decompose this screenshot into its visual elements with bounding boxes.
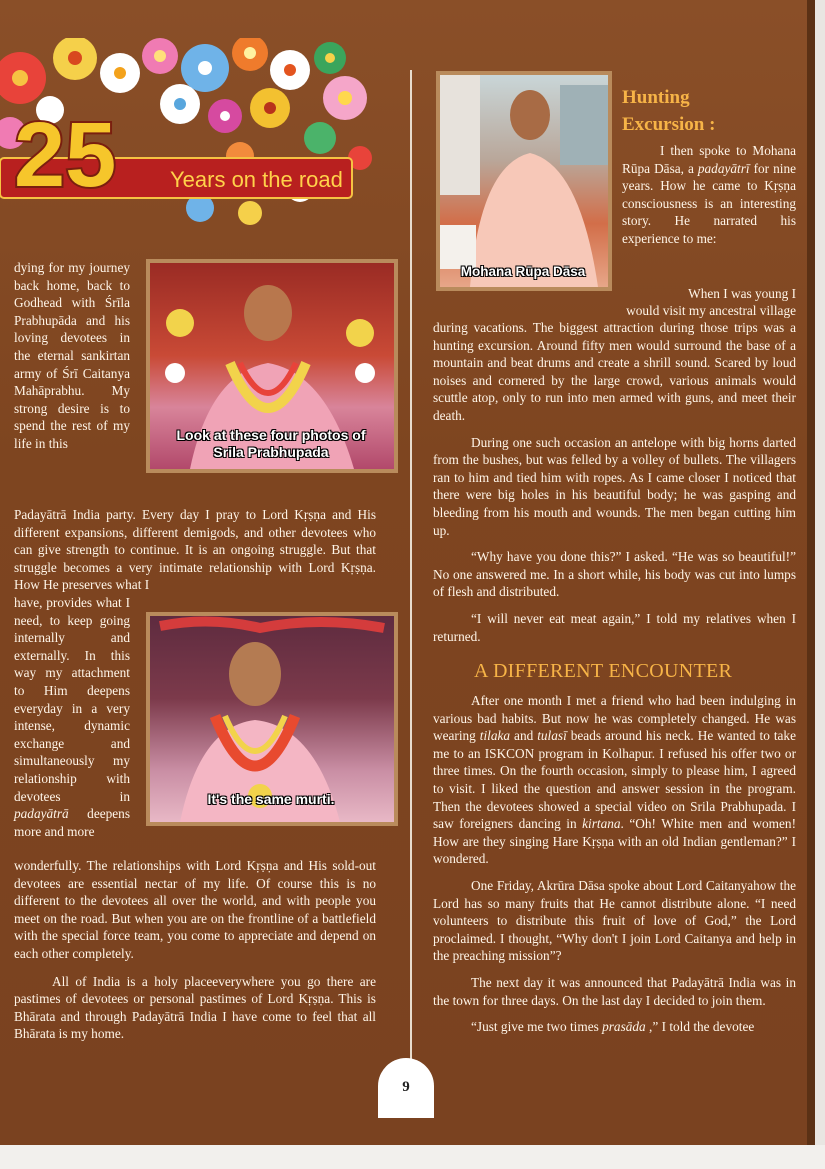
left-paragraph-1c	[14, 594, 130, 840]
banner-tagline: Years on the road	[170, 167, 343, 192]
p5-d: . “Oh! White men and women! How are they singing Hare Kṛṣṇa with an old Indian gentleman?” I wondered.	[433, 816, 796, 867]
story-second-line: would visit my ancestral village	[626, 303, 796, 318]
right-paragraph-8	[433, 1018, 796, 1036]
mohana-image	[440, 75, 608, 287]
right-intro	[622, 142, 796, 248]
left-p1c-pre: have, provides what I need, to keep going internally and externally. In this way my attachment to Him deepens everyday in a very intense, dynamic exchange and simultaneously my relationship with devotees in	[14, 595, 130, 804]
banner-number: 25	[14, 104, 117, 206]
column-divider	[410, 70, 412, 1070]
left-p1c-post: deepens more and more	[14, 806, 130, 839]
right-paragraph-3: “Why have you done this?” I asked. “He was so beautiful!” No one answered me. In a short while, his body was cut into lumps of flesh and distributed.	[433, 549, 796, 600]
right-paragraph-2: During one such occasion an antelope with big horns darted from the bushes, but was felled by a volley of bullets. The villagers ran to him and tied him with ropes. As I came closer I noticed that there were big holes in his beautiful body; he was gasping and bleeding from his mouth and wounds. The men began cutting him up.	[433, 434, 796, 538]
p5-i3: kirtana	[582, 816, 621, 832]
p5-b: and	[510, 728, 538, 744]
heading-hunting-excursion: Hunting Excursion :	[622, 87, 716, 135]
p5-i2: tulasī	[537, 728, 567, 744]
intro-post: for nine years. How he came to Kṛṣṇa consciousness is an interesting story. He narrated his experience to me:	[622, 160, 796, 246]
left-text-d	[14, 857, 376, 1043]
p5-c: beads around his neck. He wanted to take me to an ISKCON program in Kolhapur. I refused his offer two or three times. On the fourth occasion, simply to please him, I agreed to visit. I liked the question and answer session in the program. Then the devotees showed a special video on Srila Prabhupada. I saw foreigners dancing in	[433, 728, 796, 832]
story-rest: during vacations. The biggest attraction during those trips was a hunting excursion. Around fifty men would surround the base of a mountain and beat drums and create a shrill sound. Scared by loud noises and cornered by the large crowd, various animals would scuttle atop, only to run into men armed with guns, and meet their death.	[433, 320, 796, 423]
page-number: 9	[378, 1058, 434, 1118]
right-paragraph-7: The next day it was announced that Padayātrā India was in the town for three days. On the last day I decided to join them.	[433, 974, 796, 1008]
heading-different-encounter: A DIFFERENT ENCOUNTER	[474, 660, 733, 682]
left-text-a	[14, 259, 130, 453]
p8-pre: “Just give me two times	[471, 1019, 603, 1035]
left-paragraph-2: All of India is a holy placeeverywhere you go there are pastimes of devotees or personal pastimes of Lord Kṛṣṇa. This is Bhārata and through Padayātrā India I have come to feel that all Bhārata is my home.	[14, 973, 376, 1042]
left-paragraph-1a: dying for my journey back home, back to Godhead with Śrīla Prabhupāda and his loving devotees in the eternal sankirtan army of Śrī Caitanya Mahāprabhu. My strong desire is to spend the rest of my life in this	[14, 260, 130, 451]
right-encounter-text	[433, 692, 796, 1036]
left-p1c-italic: padayātrā	[14, 806, 69, 822]
mohana-photo	[436, 71, 612, 291]
right-main-text	[433, 319, 796, 645]
right-intro-paragraph	[622, 142, 796, 248]
left-text-b	[14, 506, 376, 594]
p5-a: After one month I met a friend who had been indulging in various bad habits. But now he was completely changed. He was wearing	[433, 693, 796, 744]
right-paragraph-6: One Friday, Akrūra Dāsa spoke about Lord Caitanyahow the Lord has so many fruits that He cannot distribute alone. “I need volunteers to distribute this fruit of love of God,” the Lord proclaimed. I thought, “Why don't I join Lord Caitanya and help in the preaching mission”?	[433, 877, 796, 964]
scan-edge-right	[815, 0, 825, 1169]
right-paragraph-4: “I will never eat meat again,” I told my relatives when I returned.	[433, 610, 796, 644]
left-paragraph-1b: Padayātrā India party. Every day I pray to Lord Kṛṣṇa and His different expansions, different demigods, and other devotees who can give strength to continue. It is an ongoing struggle. But that struggle becomes a very intimate relationship with Lord Kṛṣṇa. How He preserves what I	[14, 507, 376, 593]
left-text-c	[14, 594, 130, 840]
photo-1-caption: Look at these four photos of Srila Prabhupada	[176, 427, 366, 460]
right-story-second	[433, 302, 796, 320]
story-first-line: When I was young I	[688, 286, 796, 301]
p5-i1: tilaka	[479, 728, 511, 744]
intro-italic: padayātrī	[697, 160, 750, 176]
p8-post: ,” I told the devotee	[645, 1019, 755, 1035]
right-story-first	[622, 285, 796, 303]
mohana-caption: Mohana Rūpa Dāsa	[460, 264, 586, 279]
left-paragraph-1d: wonderfully. The relationships with Lord Kṛṣṇa and His sold-out devotees are essential nectar of my life. Of course this is no different to the devotees all over the world, and with people you meet on the road. But when you are on the frontline of a battlefield with the special force team, you come to appreciate and depend on each other completely.	[14, 858, 376, 961]
photo-2-caption: It's the same murti.	[207, 791, 335, 807]
p8-italic: prasāda	[602, 1019, 646, 1035]
right-paragraph-5	[433, 692, 796, 868]
flower-banner	[0, 38, 372, 228]
intro-pre: I then spoke to Mohana Rūpa Dāsa, a	[622, 143, 796, 176]
scan-edge-bottom	[0, 1145, 825, 1169]
